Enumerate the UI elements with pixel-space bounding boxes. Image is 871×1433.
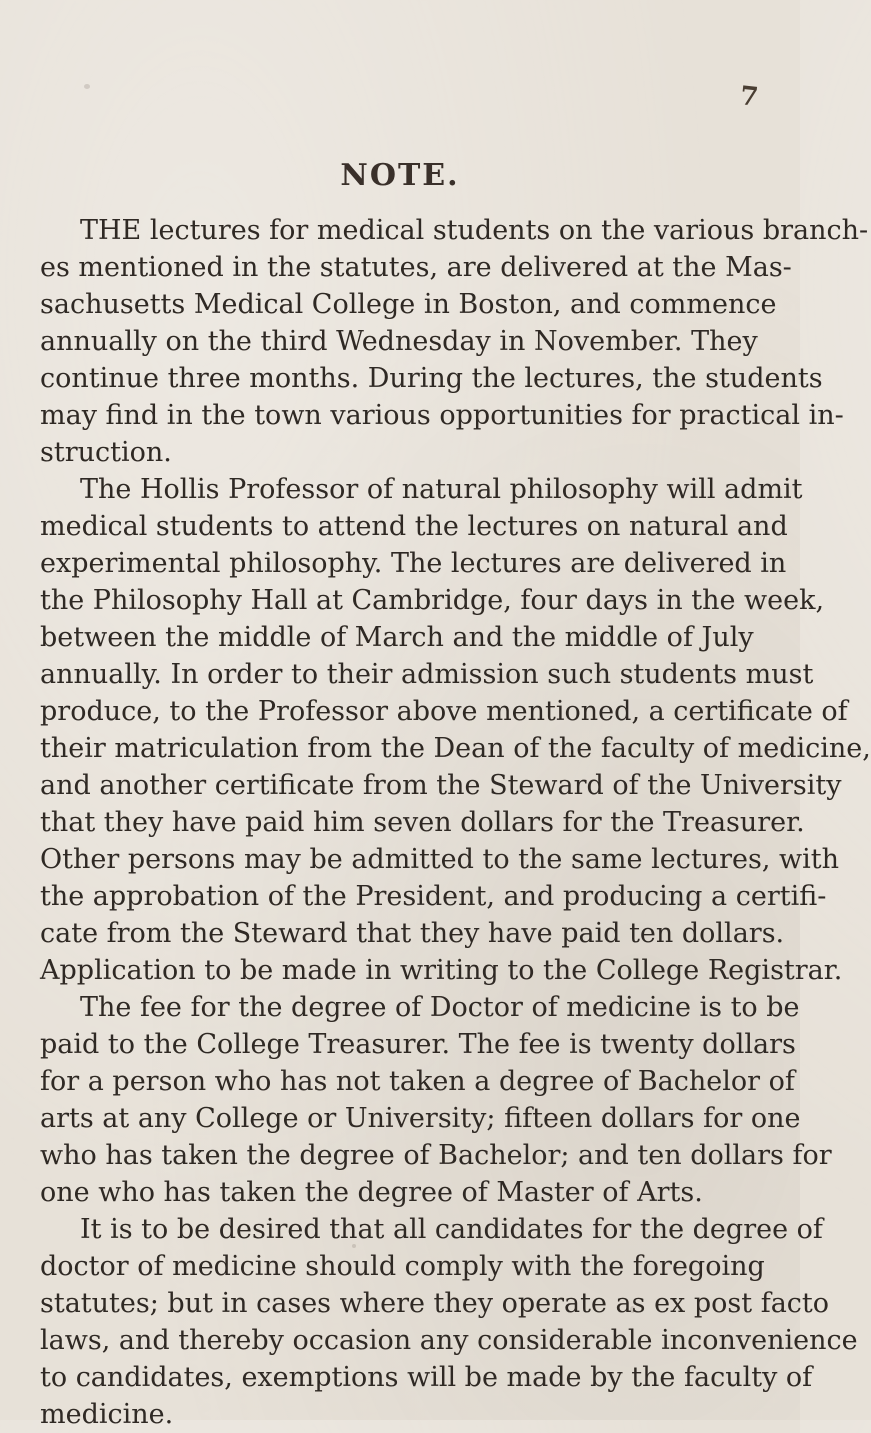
text-line: cate from the Steward that they have paid ten dollars.: [40, 918, 785, 949]
text-line: paid to the College Treasurer. The fee is twenty dollars: [40, 1029, 796, 1060]
paper-blemish: [84, 84, 90, 89]
text-line: The Hollis Professor of natural philosophy will admit: [80, 474, 803, 505]
text-line: continue three months. During the lectures, the students: [40, 363, 823, 394]
text-line: The fee for the degree of Doctor of medicine is to be: [80, 992, 800, 1023]
text-line: between the middle of March and the middle of July: [40, 622, 754, 653]
text-line: Application to be made in writing to the College Registrar.: [40, 955, 843, 986]
text-line: the approbation of the President, and producing a certifi-: [40, 881, 827, 912]
text-line: produce, to the Professor above mentioned, a certificate of: [40, 696, 848, 727]
text-line: for a person who has not taken a degree of Bachelor of: [40, 1066, 795, 1097]
text-line: may find in the town various opportunities for practical in-: [40, 400, 844, 431]
text-line: es mentioned in the statutes, are delivered at the Mas-: [40, 252, 792, 283]
text-line: that they have paid him seven dollars for the Treasurer.: [40, 807, 805, 838]
text-line: THE lectures for medical students on the various branch-: [80, 215, 869, 246]
text-line: the Philosophy Hall at Cambridge, four days in the week,: [40, 585, 825, 616]
page-number: 7: [738, 81, 760, 113]
paragraph-candidates: [40, 1211, 858, 1433]
text-line: laws, and thereby occasion any considerable inconvenience: [40, 1325, 858, 1356]
paragraph-degree-fee: [40, 989, 832, 1211]
text-line: medical students to attend the lectures on natural and: [40, 511, 788, 542]
text-line: annually on the third Wednesday in November. They: [40, 326, 758, 357]
paper-blemish: [630, 1306, 635, 1313]
text-line: medicine.: [40, 1399, 174, 1430]
text-line: experimental philosophy. The lectures are delivered in: [40, 548, 787, 579]
text-line: statutes; but in cases where they operate as ex post facto: [40, 1288, 830, 1319]
paragraph-lectures: [40, 212, 869, 471]
text-line: who has taken the degree of Bachelor; and ten dollars for: [40, 1140, 832, 1171]
text-line: It is to be desired that all candidates for the degree of: [80, 1214, 823, 1245]
text-line: one who has taken the degree of Master of Arts.: [40, 1177, 703, 1208]
paragraph-hollis-professor: [40, 471, 871, 989]
text-line: annually. In order to their admission such students must: [40, 659, 814, 690]
text-line: to candidates, exemptions will be made by the faculty of: [40, 1362, 813, 1393]
text-line: and another certificate from the Steward of the University: [40, 770, 842, 801]
page-title: NOTE.: [340, 158, 460, 193]
text-line: arts at any College or University; fifteen dollars for one: [40, 1103, 801, 1134]
text-line: struction.: [40, 437, 172, 468]
note-body: [40, 212, 871, 1433]
text-line: doctor of medicine should comply with the foregoing: [40, 1251, 765, 1282]
text-line: sachusetts Medical College in Boston, and commence: [40, 289, 777, 320]
text-line: their matriculation from the Dean of the faculty of medicine,: [40, 733, 871, 764]
text-line: Other persons may be admitted to the same lectures, with: [40, 844, 839, 875]
paper-blemish: [352, 1244, 356, 1248]
